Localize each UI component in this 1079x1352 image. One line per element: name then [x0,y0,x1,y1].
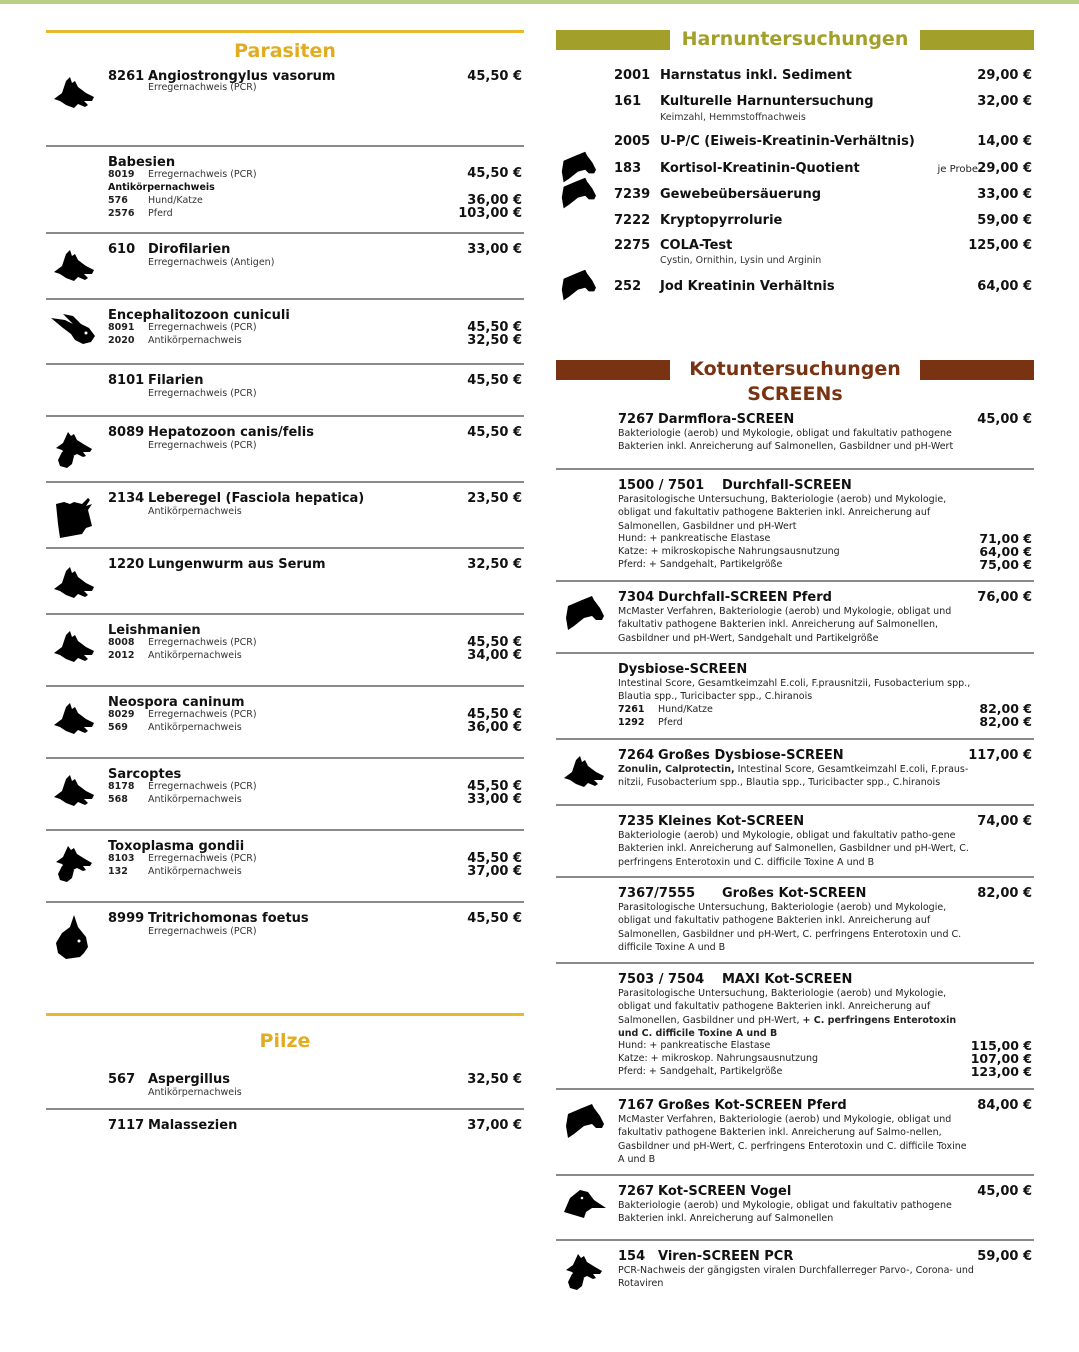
list-item [46,147,524,234]
item-price: 37,00 € [467,1118,522,1133]
item-price: 74,00 € [977,814,1032,829]
item-subtitle: Keimzahl, Hemmstoffnachweis [660,112,806,123]
item-price: 82,00 € [979,714,1032,729]
item-description: PCR-Nachweis der gängigsten viralen Durchfallerreger Parvo-, Corona- und Rotaviren [618,1265,974,1290]
item-subtitle: Erregernachweis (PCR) [148,781,257,792]
list-item [46,549,524,615]
list-item [46,615,524,687]
item-price: 103,00 € [458,206,522,221]
item-subtitle: Antikörpernachweis [148,866,242,877]
list-item [46,234,524,300]
item-subtitle: Erregernachweis (PCR) [148,322,257,333]
item-price: 45,50 € [467,707,522,722]
item-description: McMaster Verfahren, Bakteriologie (aerob) und Mykologie, obligat und fakultativ pathogene Bakterien inkl. Anreicherung auf Salmonellen, Gasbildner und pH-Wert, Sandgehalt und Partikelgröße [618,606,952,644]
item-name: Angiostrongylus vasorum [148,69,336,84]
item-code: 7267 [618,412,655,427]
item-code: 2275 [614,238,651,253]
item-price: 45,50 € [467,425,522,440]
item-code: 2001 [614,68,651,83]
item-subtitle: Erregernachweis (PCR) [148,853,257,864]
list-item [556,806,1034,878]
list-item [46,831,524,903]
item-price: 82,00 € [977,886,1032,901]
item-name: Viren-SCREEN PCR [658,1249,794,1264]
item-name: Filarien [148,373,204,388]
item-code: 8261 [108,69,145,84]
item-name: Kulturelle Harnuntersuchung [660,94,874,109]
item-name: Leberegel (Fasciola hepatica) [148,491,365,506]
list-item [556,238,1034,266]
item-description: Intestinal Score, Gesamtkeimzahl E.coli, F.prausnitzii, Fusobacterium spp., Blautia spp., Turicibacter spp., C.hiranois [618,678,971,703]
item-price: 32,50 € [467,333,522,348]
list-item [556,213,1034,231]
item-code: 2012 [108,650,135,661]
item-code: 2020 [108,335,135,346]
item-price: 59,00 € [977,213,1032,228]
item-name: Hepatozoon canis/felis [148,425,314,440]
section-header-harn [556,30,1034,52]
item-code: 7222 [614,213,651,228]
item-price: 45,00 € [977,412,1032,427]
item-price: 34,00 € [467,648,522,663]
item-description-bold: + C. perfringens Enterotoxin und C. difficile Toxine A und B [618,1014,957,1039]
list-item [556,878,1034,964]
bird-head-icon [562,1186,606,1220]
header-band-left [556,30,670,50]
item-description: Bakteriologie (aerob) und Mykologie, obligat und fakultativ pathogene Bakterien inkl. Anreicherung auf Salmonellen [618,1200,952,1225]
item-name: U-P/C (Eiweis-Kreatinin-Verhältnis) [660,134,915,149]
item-name: Großes Kot-SCREEN Pferd [658,1098,847,1113]
item-price: 64,00 € [977,279,1032,294]
item-option: Pferd: + Sandgehalt, Partikelgröße [618,1066,783,1077]
list-item [556,1176,1034,1241]
item-subtitle: Hund/Katze [148,195,203,206]
item-code: 7261 [618,704,645,715]
item-price: 71,00 € [979,531,1032,546]
item-name: Babesien [108,155,176,170]
item-price: 23,50 € [467,491,522,506]
item-name: Tritrichomonas foetus [148,911,309,926]
section-header-kot [556,360,1034,382]
list-item [46,687,524,759]
item-code: 8091 [108,322,135,333]
item-name: Neospora caninum [108,695,245,710]
item-code: 7239 [614,187,651,202]
section-subtitle-kot: SCREENs [747,383,843,405]
item-option: Katze: + mikroskopische Nahrungsausnutzung [618,546,840,557]
item-price: 45,50 € [467,69,522,84]
list-item [556,412,1034,470]
item-price: 115,00 € [970,1038,1032,1053]
list-item [46,759,524,831]
item-price: 37,00 € [467,864,522,879]
list-item [556,279,1034,297]
item-code: 7167 [618,1098,655,1113]
section-title-pilze: Pilze [259,1030,311,1052]
item-subtitle: Erregernachweis (PCR) [148,440,257,451]
item-code: 610 [108,242,136,257]
item-code: 8178 [108,781,135,792]
item-code: 1220 [108,557,145,572]
item-name: Malassezien [148,1118,238,1133]
item-code: 7367/7555 [618,886,696,901]
item-price: 45,50 € [467,911,522,926]
dog-cat-head-icon [562,1249,606,1295]
item-price: 107,00 € [970,1051,1032,1066]
item-option: Pferd: + Sandgehalt, Partikelgröße [618,559,783,570]
item-name: Toxoplasma gondii [108,839,245,854]
item-code: 161 [614,94,642,109]
item-price: 45,50 € [467,851,522,866]
item-code: 8103 [108,853,135,864]
item-price: 82,00 € [979,701,1032,716]
item-code: 7267 [618,1184,655,1199]
header-band-right [920,30,1034,50]
item-subtitle: Erregernachweis (Antigen) [148,257,275,268]
item-description: Parasitologische Untersuchung, Bakteriologie (aerob) und Mykologie, obligat und fakultativ pathogene Bakterien inkl. Anreicherung auf Salmonellen, Gasbildner und pH-Wert, C. perfringens Enterotoxin und C. difficile Toxine A und B [618,902,962,953]
list-item [556,1241,1034,1301]
item-price: 32,00 € [977,94,1032,109]
item-name: Dysbiose-SCREEN [618,662,748,677]
item-price: 45,50 € [467,320,522,335]
list-item [556,134,1034,152]
item-name: Gewebeübersäuerung [660,187,822,202]
section-title-parasiten: Parasiten [234,40,336,62]
list-item [46,69,524,147]
item-name: MAXI Kot-SCREEN [722,972,853,987]
header-band-right [920,360,1034,380]
item-price: 123,00 € [970,1064,1032,1079]
list-item [46,903,524,1013]
item-price: 29,00 € [977,161,1032,176]
item-code: 7264 [618,748,655,763]
list-item [46,1110,524,1140]
item-code: 567 [108,1072,136,1087]
item-name: Durchfall-SCREEN [722,478,852,493]
item-subtitle: Erregernachweis (PCR) [148,709,257,720]
list-item [46,365,524,417]
item-description: McMaster Verfahren, Bakteriologie (aerob) und Mykologie, obligat und fakultativ pathogene Bakterien inkl. Anreicherung auf Salmo-nellen, Gasbildner und pH-Wert, C. perfringens Enterotoxin und C. difficile Toxine A und B [618,1114,967,1165]
item-subtitle: Antikörpernachweis [148,650,242,661]
item-description: Parasitologische Untersuchung, Bakteriologie (aerob) und Mykologie, obligat und fakultativ pathogene Bakterien inkl. Anreicherung auf Salmonellen, Gasbildner und pH-Wert, [618,988,947,1026]
item-subtitle: Erregernachweis (PCR) [148,637,257,648]
list-item [556,470,1034,582]
list-item [46,483,524,549]
item-name: Kortisol-Kreatinin-Quotient [660,161,860,176]
item-price: 117,00 € [968,748,1032,763]
item-subtitle: Antikörpernachweis [148,722,242,733]
right-column [556,30,1034,1301]
item-subtitle: Antikörpernachweis [148,794,242,805]
item-price: 45,50 € [467,635,522,650]
section-title-kot: Kotuntersuchungen [689,358,901,380]
list-item [556,68,1034,86]
harn-list [556,52,1034,352]
item-subtitle: Antikörpernachweis [148,506,242,517]
item-code: 154 [618,1249,646,1264]
item-subtitle: Cystin, Ornithin, Lysin und Arginin [660,255,822,266]
item-subheading: Antikörpernachweis [108,182,215,193]
item-note: je Probe [937,164,978,175]
list-item [556,654,1034,740]
horse-head-icon [562,1102,606,1142]
item-option: Hund: + pankreatische Elastase [618,533,771,544]
list-item [46,1066,524,1110]
list-item [46,417,524,483]
item-code: 8101 [108,373,145,388]
item-subtitle: Antikörpernachweis [148,1087,242,1098]
item-price: 59,00 € [977,1249,1032,1264]
item-code: 8019 [108,169,135,180]
item-option: Hund: + pankreatische Elastase [618,1040,771,1051]
item-code: 252 [614,279,642,294]
item-price: 32,50 € [467,557,522,572]
left-column [46,30,524,1140]
item-price: 36,00 € [467,193,522,208]
item-subtitle: Erregernachweis (PCR) [148,169,257,180]
item-price: 33,00 € [977,187,1032,202]
item-code: 1500 / 7501 [618,478,705,493]
item-subtitle: Antikörpernachweis [148,335,242,346]
item-name: Jod Kreatinin Verhältnis [660,279,835,294]
list-item [556,740,1034,806]
item-price: 14,00 € [977,134,1032,149]
item-description: Parasitologische Untersuchung, Bakteriologie (aerob) und Mykologie, obligat und fakultativ pathogene Bakterien inkl. Anreicherung auf Salmonellen, Gasbildner und pH-Wert [618,494,947,532]
item-description: Bakteriologie (aerob) und Mykologie, obligat und fakultativ patho-gene Bakterien inkl. Anreicherung auf Salmonellen, Gasbildner und pH-Wert, C. perfringens Enterotoxin und C. difficile Toxine A und B [618,830,969,868]
item-price: 125,00 € [968,238,1032,253]
dog-head-icon [562,754,606,794]
section-title-harn: Harnuntersuchungen [681,28,909,50]
item-code: 183 [614,161,642,176]
list-item [556,94,1034,122]
item-subtitle: Erregernachweis (PCR) [148,82,257,93]
item-price: 75,00 € [979,557,1032,572]
item-code: 576 [108,195,128,206]
item-description: Bakteriologie (aerob) und Mykologie, obligat und fakultativ pathogene Bakterien inkl. Anreicherung auf Salmonellen, Gasbildner und pH-Wert [618,428,954,453]
list-item [556,1090,1034,1176]
item-name: Kleines Kot-SCREEN [658,814,805,829]
item-code: 7117 [108,1118,145,1133]
item-name: Leishmanien [108,623,201,638]
item-code: 8999 [108,911,145,926]
item-price: 45,50 € [467,779,522,794]
item-code: 568 [108,794,128,805]
item-price: 64,00 € [979,544,1032,559]
list-item [46,300,524,365]
item-description-bold: Zonulin, Calprotectin, [618,764,735,775]
item-price: 32,50 € [467,1072,522,1087]
item-subtitle: Erregernachweis (PCR) [148,388,257,399]
item-code: 569 [108,722,128,733]
list-item [556,964,1034,1090]
list-item [556,161,1034,179]
item-name: Kot-SCREEN Vogel [658,1184,792,1199]
item-code: 2134 [108,491,145,506]
item-price: 45,50 € [467,373,522,388]
item-name: Großes Kot-SCREEN [722,886,867,901]
horse-head-icon [562,594,606,634]
item-price: 84,00 € [977,1098,1032,1113]
item-code: 132 [108,866,128,877]
item-code: 7304 [618,590,655,605]
header-band-left [556,360,670,380]
item-description: Intestinal Score, Gesamtkeimzahl E.coli, F.praus-nitzii, Fusobacterium spp., Blautia spp., Turicibacter spp., C.hiranois [618,764,969,789]
item-option: Katze: + mikroskop. Nahrungsausnutzung [618,1053,819,1064]
item-option: Pferd [658,717,683,728]
item-price: 33,00 € [467,242,522,257]
item-code: 2576 [108,208,135,219]
list-item [556,582,1034,654]
item-name: Dirofilarien [148,242,231,257]
item-price: 76,00 € [977,590,1032,605]
item-price: 45,00 € [977,1184,1032,1199]
item-subtitle: Pferd [148,208,173,219]
item-price: 45,50 € [467,166,522,181]
item-name: Darmflora-SCREEN [658,412,795,427]
list-item [556,187,1034,205]
item-code: 1292 [618,717,645,728]
item-price: 36,00 € [467,720,522,735]
item-name: Großes Dysbiose-SCREEN [658,748,844,763]
item-name: Aspergillus [148,1072,230,1087]
item-code: 7503 / 7504 [618,972,705,987]
item-name: Kryptopyrrolurie [660,213,783,228]
item-name: Durchfall-SCREEN Pferd [658,590,832,605]
top-accent-bar [0,0,1079,4]
item-code: 8029 [108,709,135,720]
item-name: COLA-Test [660,238,733,253]
item-name: Encephalitozoon cuniculi [108,308,290,323]
item-code: 8089 [108,425,145,440]
item-price: 29,00 € [977,68,1032,83]
item-price: 33,00 € [467,792,522,807]
item-code: 2005 [614,134,651,149]
item-name: Sarcoptes [108,767,182,782]
item-code: 8008 [108,637,135,648]
item-option: Hund/Katze [658,704,713,715]
item-name: Harnstatus inkl. Sediment [660,68,852,83]
item-subtitle: Erregernachweis (PCR) [148,926,257,937]
item-code: 7235 [618,814,655,829]
item-name: Lungenwurm aus Serum [148,557,326,572]
